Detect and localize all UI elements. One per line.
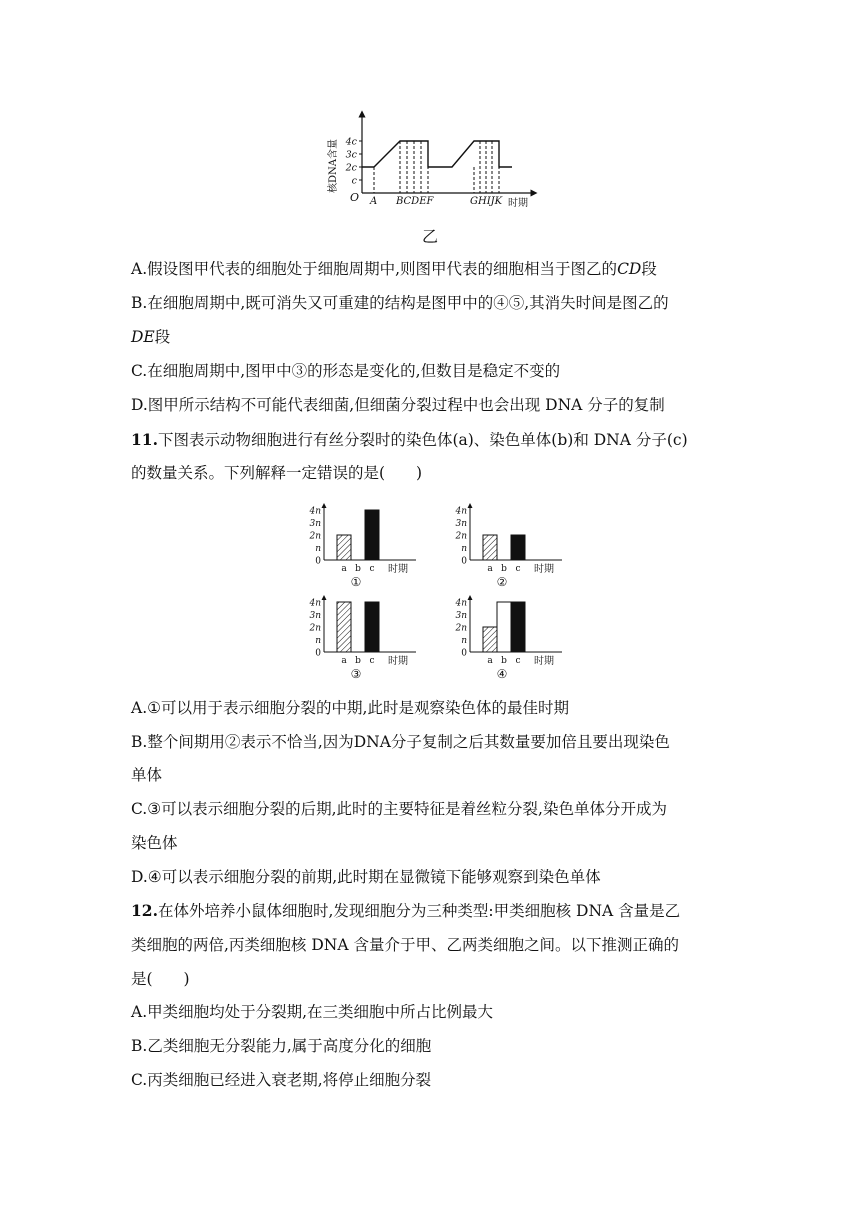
x-axis-label: 时期	[534, 564, 554, 575]
category-label: c	[515, 656, 521, 666]
q10-option-b-end: 段	[154, 328, 171, 346]
bar-c	[511, 602, 525, 652]
q10-option-a-end: 段	[641, 260, 657, 278]
q10-option-b-cont	[131, 325, 731, 349]
figure-yi-caption: 乙	[421, 227, 438, 246]
bar-c	[365, 602, 379, 652]
q10-option-a-text: A.假设图甲代表的细胞处于细胞周期中,则图甲代表的细胞相当于图乙的	[131, 260, 618, 278]
q12-stem-text: 在体外培养小鼠体细胞时,发现细胞分为三种类型:甲类细胞核 DNA 含量是乙	[157, 902, 681, 920]
bar-c	[365, 510, 379, 560]
category-label: b	[355, 564, 361, 574]
q11-stem-text: 下图表示动物细胞进行有丝分裂时的染色体(a)、染色单体(b)和 DNA 分子(c)	[157, 431, 688, 449]
category-label: a	[487, 564, 493, 574]
category-label: a	[341, 656, 347, 666]
y-tick-label: 4c	[345, 136, 357, 148]
dna-content-line	[362, 141, 512, 167]
x-axis-label: 时期	[508, 198, 528, 209]
category-label: b	[501, 656, 507, 666]
segment-de: DE	[131, 328, 155, 346]
y-tick-label: 0	[461, 556, 467, 567]
category-label: c	[369, 656, 375, 666]
y-tick-label: 2c	[345, 162, 357, 174]
q12-option-b: B.乙类细胞无分裂能力,属于高度分化的细胞	[131, 1037, 432, 1055]
x-axis-label: 时期	[388, 656, 408, 667]
q12-number: 12.	[131, 901, 158, 920]
category-label: a	[341, 564, 347, 574]
chart-number-label: ④	[496, 667, 508, 680]
x-label-a: A	[370, 196, 378, 207]
y-tick-label: 4n	[455, 506, 467, 517]
q12-stem-cont-2: 是( )	[131, 970, 190, 988]
q10-option-c: C.在细胞周期中,图甲中③的形态是变化的,但数目是稳定不变的	[131, 362, 561, 380]
y-tick-label: 4n	[309, 506, 321, 517]
y-tick-label: n	[461, 636, 467, 646]
category-label: c	[515, 564, 521, 574]
q11-option-a: A.①可以用于表示细胞分裂的中期,此时是观察染色体的最佳时期	[131, 699, 569, 717]
y-tick-label: 3n	[309, 611, 321, 621]
q12-option-a: A.甲类细胞均处于分裂期,在三类细胞中所占比例最大	[131, 1003, 494, 1021]
chart-number-label: ①	[350, 575, 362, 588]
bar-a	[483, 627, 497, 652]
category-label: b	[501, 564, 507, 574]
q10-option-b: B.在细胞周期中,既可消失又可重建的结构是图甲中的④⑤,其消失时间是图乙的	[131, 294, 669, 312]
q11-option-d: D.④可以表示细胞分裂的前期,此时期在显微镜下能够观察到染色单体	[131, 868, 601, 886]
bar-chart-2	[444, 500, 574, 588]
bar-c	[511, 535, 525, 560]
y-tick-label: 4n	[455, 598, 467, 609]
category-label: b	[355, 656, 361, 666]
y-tick-label: 3n	[455, 611, 467, 621]
q11-stem	[131, 428, 731, 452]
y-tick-label: 0	[461, 648, 467, 659]
y-tick-label: 2n	[309, 623, 321, 634]
x-label-ghijk: GHIJK	[470, 196, 503, 207]
segment-cd: CD	[617, 260, 642, 278]
q11-stem-cont: 的数量关系。下列解释一定错误的是( )	[131, 464, 423, 482]
x-label-bcdef: BCDEF	[396, 196, 434, 207]
bar-a	[337, 602, 351, 652]
y-axis-label: 核DNA含量	[328, 139, 339, 193]
origin-label: O	[350, 191, 360, 204]
x-axis-label: 时期	[388, 564, 408, 575]
bar-chart-3	[298, 592, 428, 680]
y-tick-label: 3n	[455, 519, 467, 529]
y-tick-label: 2n	[455, 531, 467, 542]
y-tick-label: 4n	[309, 598, 321, 609]
q11-option-c: C.③可以表示细胞分裂的后期,此时的主要特征是着丝粒分裂,染色单体分开成为	[131, 800, 667, 818]
y-tick-label: 0	[315, 556, 321, 567]
y-tick-label: n	[315, 636, 321, 646]
y-tick-label: 2n	[309, 531, 321, 542]
y-tick-label: 3c	[345, 149, 357, 161]
q11-number: 11.	[131, 430, 158, 449]
category-label: a	[487, 656, 493, 666]
bar-chart-4	[444, 592, 574, 680]
y-tick-label: 2n	[455, 623, 467, 634]
y-tick-label: 0	[315, 648, 321, 659]
bar-chart-1	[298, 500, 428, 588]
y-tick-label: 3n	[309, 519, 321, 529]
q10-option-d: D.图甲所示结构不可能代表细菌,但细菌分裂过程中也会出现 DNA 分子的复制	[131, 396, 665, 414]
bar-a	[483, 535, 497, 560]
q11-option-b: B.整个间期用②表示不恰当,因为DNA分子复制之后其数量要加倍且要出现染色	[131, 733, 670, 751]
bar-a	[337, 535, 351, 560]
y-tick-label: n	[461, 544, 467, 554]
chart-number-label: ②	[496, 575, 508, 588]
chart-number-label: ③	[350, 667, 362, 680]
q10-option-a	[131, 257, 731, 281]
q12-stem-cont-1: 类细胞的两倍,丙类细胞核 DNA 含量介于甲、乙两类细胞之间。以下推测正确的	[131, 936, 679, 954]
y-tick-label: c	[351, 175, 357, 187]
q11-option-c-cont: 染色体	[131, 834, 178, 852]
q11-option-b-cont: 单体	[131, 766, 163, 784]
category-label: c	[369, 564, 375, 574]
bar-b	[497, 602, 511, 652]
q12-option-c: C.丙类细胞已经进入衰老期,将停止细胞分裂	[131, 1071, 432, 1089]
y-tick-label: n	[315, 544, 321, 554]
figure-yi-chart	[322, 108, 542, 218]
q12-stem	[131, 899, 731, 923]
x-axis-label: 时期	[534, 656, 554, 667]
